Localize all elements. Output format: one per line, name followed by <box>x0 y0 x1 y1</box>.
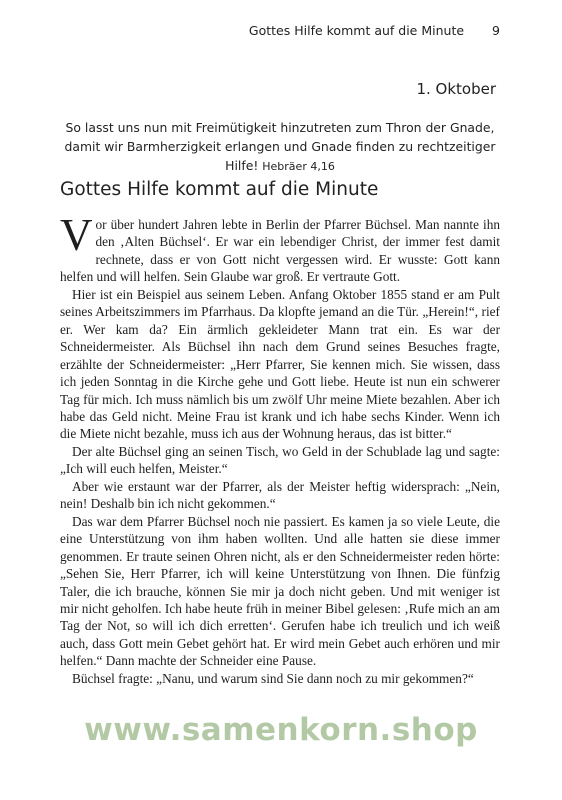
paragraph: Der alte Büchsel ging an seinen Tisch, wo Geld in der Schublade lag und sagte: „Ich will euch helfen, Meister.“ <box>60 443 500 477</box>
watermark: www.samenkorn.shop <box>84 712 478 748</box>
paragraph: Büchsel fragte: „Nanu, und warum sind Sie dann noch zu mir gekommen?“ <box>72 670 474 686</box>
verse-text: So lasst uns nun mit Freimütigkeit hinzutreten zum Thron der Gnade, damit wir Barmherzigkeit erlangen und Gnade finden zu rechtzeitiger Hilfe! <box>64 120 496 173</box>
running-title: Gottes Hilfe kommt auf die Minute <box>248 23 465 38</box>
paragraph: Das war dem Pfarrer Büchsel noch nie passiert. Es kamen ja so viele Leute, die eine Unterstützung von ihm haben wollten. Und alle hatten sie diese immer genommen. Er traute seinen Ohren nicht, als er den Schneidermeister reden hörte: „Sehen Sie, Herr Pfarrer, ich will keine Unterstützung von Ihnen. Die fünfzig Taler, die ich brauche, können Sie mir ja doch nicht geben. Und mit weniger ist mir nicht geholfen. Ich habe heute früh in meiner Bibel gelesen: ‚Rufe mich an am Tag der Not, so will ich dich erretten‘. Gerufen habe ich treulich und ich weiß auch, dass Gott mein Gebet gehört hat. Er wird mein Gebet auch erhören und mir helfen.“ Dann machte der Schneider eine Pause. <box>60 513 500 669</box>
date-heading: 1. Oktober <box>416 80 496 98</box>
verse-reference: Hebräer 4,16 <box>262 160 335 173</box>
paragraph <box>60 210 500 286</box>
paragraph: Hier ist ein Beispiel aus seinem Leben. Anfang Oktober 1855 stand er am Pult seines Arbeitszimmers im Pfarrhaus. Da klopfte jemand an die Tür. „Herein!“, rief er. Wer kam da? Ein ärmlich gekleideter Mann trat ein. Es war der Schneidermeister. Als Büchsel ihn nach dem Grund seines Besuches fragte, erzählte der Schneidermeister: „Herr Pfarrer, Sie kennen mich. Sie wissen, dass ich jeden Sonntag in die Kirche gehe und Gott liebe. Heute ist nun ein schwerer Tag für mich. Ich muss nämlich bis um zwölf Uhr meine Miete bezahlen. Aber ich habe das Geld nicht. Meine Frau ist krank und ich habe sechs Kinder. Wenn ich die Miete nicht bezahle, muss ich aus der Wohnung heraus, das ist bitter.“ <box>60 286 500 442</box>
devotional-title: Gottes Hilfe kommt auf die Minute <box>60 179 379 200</box>
paragraph: Aber wie erstaunt war der Pfarrer, als der Meister heftig widersprach: „Nein, nein! Deshalb bin ich nicht gekommen.“ <box>60 478 500 512</box>
paragraph-text: or über hundert Jahren lebte in Berlin der Pfarrer Büchsel. Man nannte ihn den ‚Alten Büchsel‘. Er war ein lebendiger Christ, der immer fest damit rechnete, dass er von Gott nicht vergessen wird. Er wusste: Gott kann helfen und will helfen. Sein Glaube war groß. Er vertraute Gott. <box>60 217 500 285</box>
bible-verse <box>60 118 500 176</box>
page-number: 9 <box>492 23 500 38</box>
running-header <box>60 23 500 38</box>
body-text <box>60 210 500 687</box>
drop-cap: V <box>60 210 93 260</box>
